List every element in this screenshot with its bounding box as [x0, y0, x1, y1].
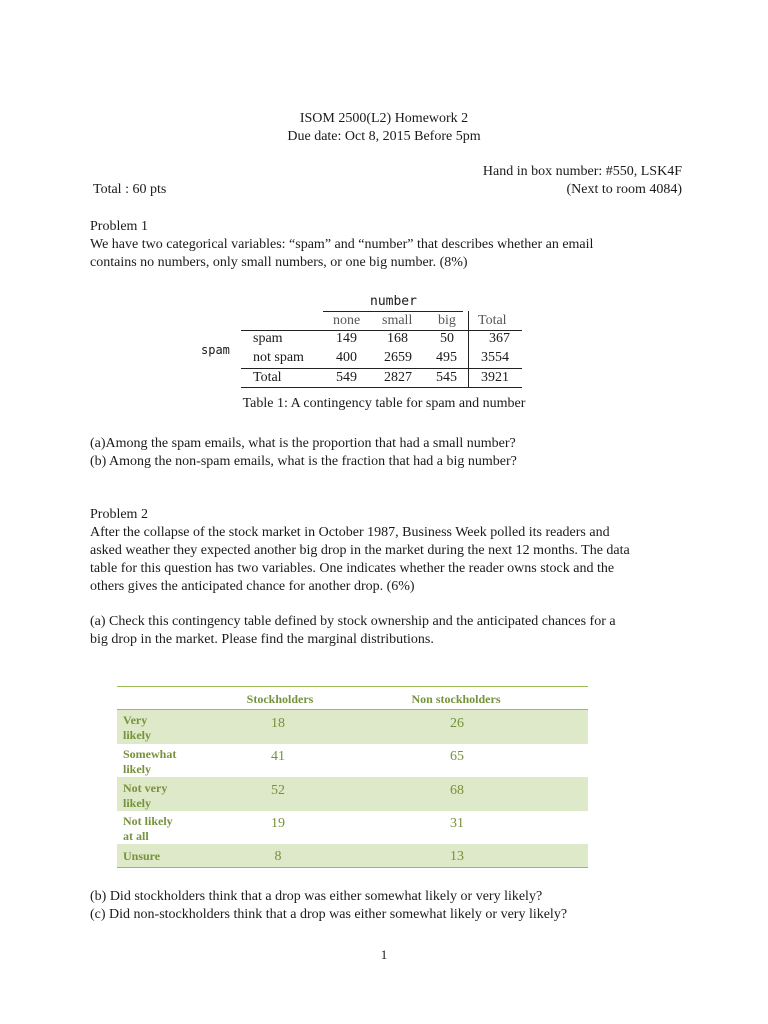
table-cell: 41 [271, 749, 285, 764]
table-cell: 2827 [384, 370, 412, 385]
table-cell: 549 [336, 370, 357, 385]
row-label: Unsure [123, 849, 161, 863]
problem-2-text: After the collapse of the stock market in October 1987, Business Week polled its readers and [90, 525, 610, 540]
problem-1-text: We have two categorical variables: “spam” and “number” that describes whether an email [90, 237, 594, 252]
table-1-caption: Table 1: A contingency table for spam and number [242, 396, 526, 411]
column-header: Total [478, 313, 507, 328]
row-label: Very likely [123, 713, 152, 742]
problem-1-question-a: (a)Among the spam emails, what is the proportion that had a small number? [90, 436, 516, 451]
problem-1-text: contains no numbers, only small numbers, or one big number. (8%) [90, 255, 468, 270]
due-date: Due date: Oct 8, 2015 Before 5pm [287, 129, 481, 144]
column-header: none [333, 313, 361, 328]
problem-2-question-b: (b) Did stockholders think that a drop was either somewhat likely or very likely? [90, 889, 543, 904]
problem-2-question-a: (a) Check this contingency table defined by stock ownership and the anticipated chances for a [90, 614, 616, 629]
table-cell: 13 [450, 849, 464, 864]
problem-2-question-a: big drop in the market. Please find the marginal distributions. [90, 632, 434, 647]
table-rule [241, 330, 522, 331]
problem-1-question-b: (b) Among the non-spam emails, what is the fraction that had a big number? [90, 454, 517, 469]
table-cell: 31 [450, 816, 464, 831]
total-points: Total : 60 pts [93, 182, 167, 197]
document-title: ISOM 2500(L2) Homework 2 [299, 111, 469, 126]
room-note: (Next to room 4084) [566, 182, 682, 197]
problem-2-text: asked weather they expected another big drop in the market during the next 12 months. The data [90, 543, 630, 558]
table-cell: 52 [271, 783, 285, 798]
table-top-rule [117, 686, 588, 687]
row-label: Somewhat likely [123, 747, 177, 776]
column-variable-label: number [370, 294, 417, 309]
shaded-row [117, 710, 588, 744]
table-rule [241, 387, 522, 388]
table-cell: 8 [274, 849, 282, 864]
table-cell: 50 [440, 331, 454, 346]
table-cell: 495 [436, 350, 457, 365]
table-cell: 3921 [481, 370, 509, 385]
plain-row [117, 744, 588, 777]
shaded-row [117, 844, 588, 867]
table-rule [241, 368, 522, 369]
table-cell: 2659 [384, 350, 412, 365]
table-cell: 367 [489, 331, 510, 346]
problem-1-heading: Problem 1 [90, 219, 148, 234]
problem-2-text: table for this question has two variables. One indicates whether the reader owns stock and the [90, 561, 615, 576]
column-header: big [438, 313, 456, 328]
problem-2-text: others gives the anticipated chance for another drop. (6%) [90, 579, 415, 594]
problem-2-question-c: (c) Did non-stockholders think that a drop was either somewhat likely or very likely? [90, 907, 568, 922]
column-header: small [382, 313, 413, 328]
column-header: Stockholders [246, 692, 314, 706]
table-cell: 149 [336, 331, 357, 346]
table-cell: 68 [450, 783, 464, 798]
row-label: Total [253, 370, 282, 385]
table-cell: 19 [271, 816, 285, 831]
table-bottom-rule [117, 867, 588, 868]
shaded-row [117, 777, 588, 811]
row-label: Not very likely [123, 781, 168, 810]
column-header: Non stockholders [411, 692, 501, 706]
hand-in-box: Hand in box number: #550, LSK4F [482, 164, 682, 179]
page-number: 1 [380, 947, 388, 962]
table-divider [468, 311, 469, 387]
problem-2-heading: Problem 2 [90, 507, 148, 522]
table-cell: 3554 [481, 350, 509, 365]
row-label: Not likely at all [123, 814, 173, 843]
plain-row [117, 811, 588, 844]
table-cell: 400 [336, 350, 357, 365]
table-cell: 65 [450, 749, 464, 764]
row-label: not spam [253, 350, 304, 365]
table-cell: 545 [436, 370, 457, 385]
row-label: spam [253, 331, 283, 346]
table-cell: 168 [387, 331, 408, 346]
table-cell: 26 [450, 716, 464, 731]
row-variable-label: spam [201, 343, 230, 357]
table-cell: 18 [271, 716, 285, 731]
